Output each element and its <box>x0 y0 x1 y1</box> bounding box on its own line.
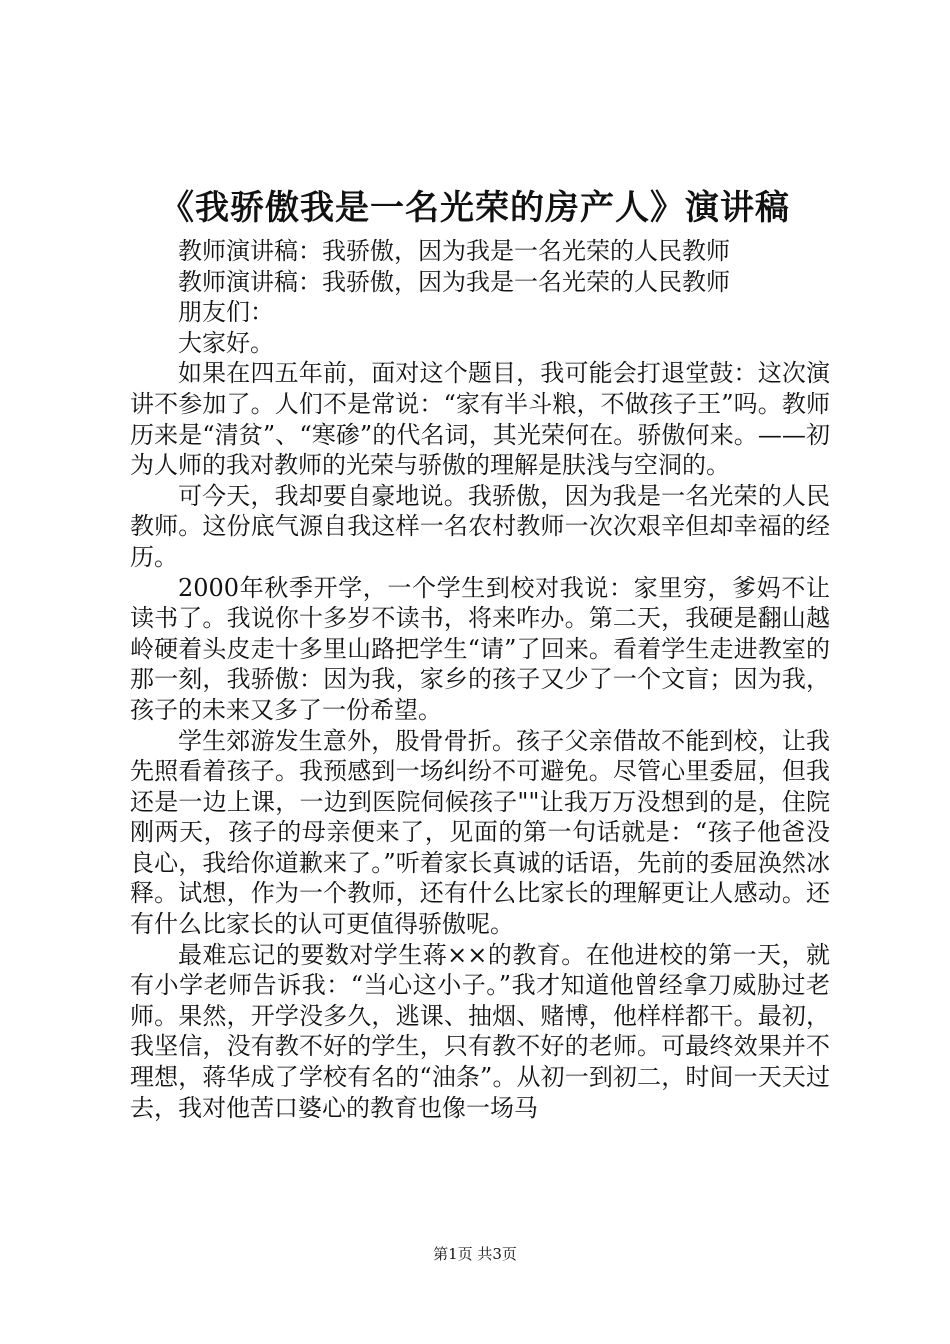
paragraph: 大家好。 <box>178 328 274 357</box>
paragraph: 2000年秋季开学，一个学生到校对我说：家里穷，爹妈不让读书了。我说你十多岁不读书，将来咋办。第二天，我硬是翻山越岭硬着头皮走十多里山路把学生“请”了回来。看着学生走进教室的那一刻，我骄傲：因为我，家乡的孩子又少了一个文盲；因为我，孩子的未来又多了一份希望。 <box>130 573 830 724</box>
document-title: 《我骄傲我是一名光荣的房产人》演讲稿 <box>160 188 790 228</box>
paragraph: 朋友们： <box>178 298 274 327</box>
paragraph: 学生郊游发生意外，股骨骨折。孩子父亲借故不能到校，让我先照看着孩子。我预感到一场纠纷不可避免。尽管心里委屈，但我还是一边上课，一边到医院伺候孩子""让我万万没想到的是，住院刚两天，孩子的母亲便来了，见面的第一句话就是：“孩子他爸没良心，我给你道歉来了。”听着家长真诚的话语，先前的委屈涣然冰释。试想，作为一个教师，还有什么比家长的理解更让人感动。还有什么比家长的认可更值得骄傲呢。 <box>130 726 830 939</box>
paragraph: 教师演讲稿：我骄傲，因为我是一名光荣的人民教师 <box>178 237 730 265</box>
document-body <box>130 236 830 1123</box>
paragraph: 最难忘记的要数对学生蒋××的教育。在他进校的第一天，就有小学老师告诉我：“当心这小子。”我才知道他曾经拿刀威胁过老师。果然，开学没多久，逃课、抽烟、赌博，他样样都干。最初，我坚信，没有教不好的学生，只有教不好的老师。可最终效果并不理想，蒋华成了学校有名的“油条”。从初一到初二，时间一天天过去，我对他苦口婆心的教育也像一场马 <box>130 940 830 1122</box>
paragraph: 教师演讲稿：我骄傲，因为我是一名光荣的人民教师 <box>178 267 730 296</box>
paragraph: 如果在四五年前，面对这个题目，我可能会打退堂鼓：这次演讲不参加了。人们不是常说：“家有半斗粮，不做孩子王”吗。教师历来是“清贫”、“寒碜”的代名词，其光荣何在。骄傲何来。——初为人师的我对教师的光荣与骄傲的理解是肤浅与空洞的。 <box>130 359 830 480</box>
paragraph: 可今天，我却要自豪地说。我骄傲，因为我是一名光荣的人民教师。这份底气源自我这样一名农村教师一次次艰辛但却幸福的经历。 <box>130 481 830 571</box>
page-number-footer: 第1页 共3页 <box>433 1245 517 1263</box>
